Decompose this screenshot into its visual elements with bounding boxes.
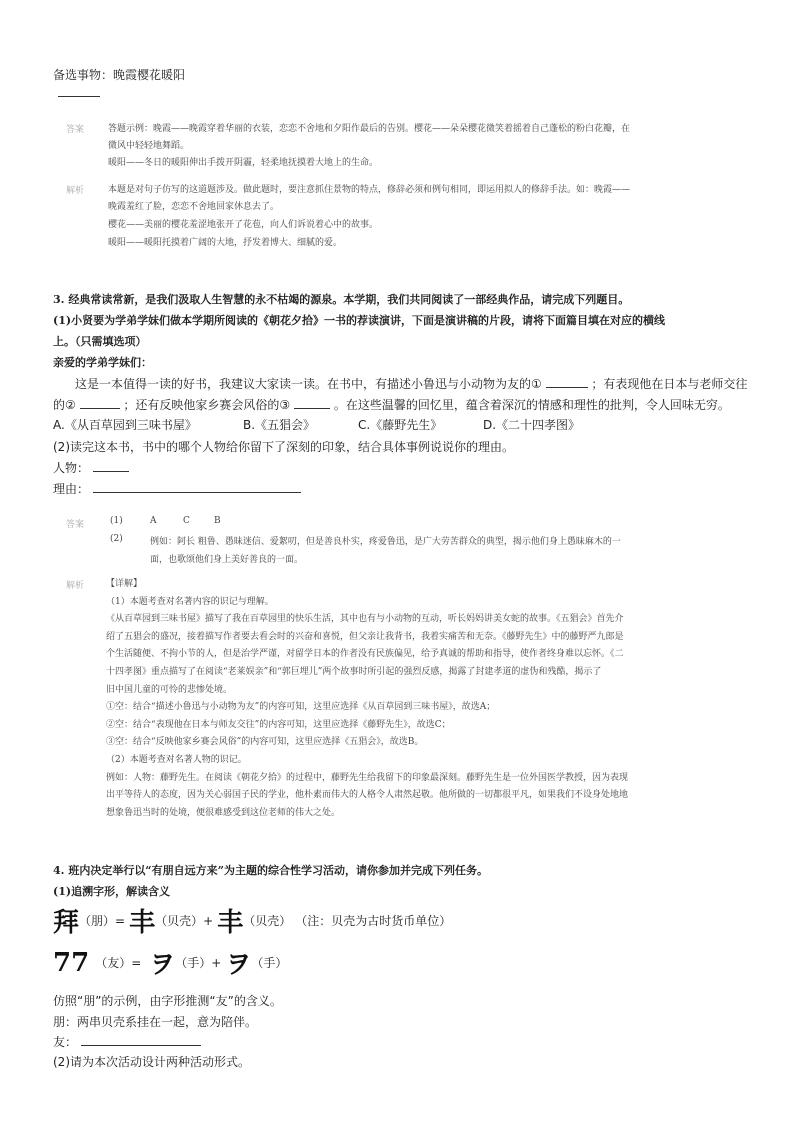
question-4-sub2: (2)请为本次活动设计两种活动形式。 — [53, 1055, 250, 1069]
option-a: A.《从百草园到三味书屋》 — [53, 418, 197, 432]
shell-glyph: 丰 — [217, 908, 244, 938]
shell-glyph: 丰 — [129, 908, 156, 938]
answer-line: 微风中轻轻地舞蹈。 — [108, 141, 190, 151]
hand-label: （手） — [251, 956, 288, 970]
blank-3[interactable] — [294, 396, 330, 409]
you-meaning-row — [53, 1033, 201, 1050]
greeting: 亲爱的学弟学妹们： — [53, 356, 152, 369]
analysis-line: 暖阳——暖阳托摸着广阔的大地，抒发着博大、细腻的爱。 — [108, 238, 343, 248]
you-meaning-label: 友： — [53, 1035, 78, 1049]
shell-label: （贝壳） — [243, 914, 292, 928]
you-label: （友） — [95, 956, 132, 970]
answer-line: 答题示例：晚霞——晚霞穿着华丽的衣装，恋恋不舍地和夕阳作最后的告别。樱花——朵朵樱花微笑着摇着自己蓬松的粉白花瓣，在 — [108, 124, 631, 134]
blank-2[interactable] — [80, 396, 120, 409]
analysis-line: ③空：结合“反映他家乡赛会风俗”的内容可知，这里应选择《五猖会》，故选B。 — [106, 737, 424, 748]
analysis-line: （1）本题考查对名著内容的识记与理解。 — [106, 596, 274, 607]
analysis-line: 十四孝图》重点描写了在阅读“老莱娱亲”和“郭巨埋儿”两个故事时所引起的强烈反感，揭露了封建孝道的虚伪和残酷，揭示了 — [106, 666, 602, 677]
analysis-line: 《从百草园到三味书屋》描写了我在百草园里的快乐生活，其中也有与小动物的互动，听长妈妈讲美女蛇的故事。《五猖会》首先介 — [106, 614, 624, 625]
speech-text: 的② — [53, 398, 76, 412]
analysis-line: 个生活随便、不拘小节的人，但是治学严谨，对留学日本的作者没有民族偏见，给予真诚的帮助和指导，使作者终身难以忘怀。《二 — [106, 649, 624, 660]
analysis-tag: 解析 — [66, 186, 85, 196]
analysis-line: 例如：人物：藤野先生。在阅读《朝花夕拾》的过程中，藤野先生给我留下的印象最深刻。藤野先生是一位外国医学教授，因为表现 — [106, 772, 629, 783]
analysis-line: 本题是对句子仿写的这道题涉及。做此题时，要注意抓住景物的特点，修辞必须和例句相同，即运用拟人的修辞手法。如：晚霞—— — [108, 185, 631, 195]
hand-label: （手） — [175, 956, 212, 970]
blank-line — [58, 96, 100, 97]
shell-note: （注：贝壳为古时货币单位） — [295, 914, 452, 928]
shell-label: （贝壳） — [155, 914, 204, 928]
analysis-line: 想象鲁迅当时的处境，便很难感受到这位老师的伟大之处。 — [106, 807, 341, 818]
equals-sign: = — [115, 913, 126, 928]
hand-glyph: ヲ — [225, 950, 252, 980]
reason-blank[interactable] — [93, 480, 301, 493]
equals-sign: = — [131, 955, 142, 970]
option-d: D.《二十四孝图》 — [483, 418, 581, 432]
analysis-line: 旧中国儿童的可怜的悲惨处境。 — [106, 684, 233, 695]
analysis-line: ②空：结合“表现他在日本与师友交往”的内容可知，这里应选择《藤野先生》，故选C； — [106, 719, 451, 730]
speech-text: 。在这些温馨的回忆里，蕴含着深沉的情感和理性的批判，令人回味无穷。 — [333, 398, 730, 412]
analysis-line: 【详解】 — [106, 579, 143, 589]
reason-label: 理由： — [53, 482, 90, 496]
question-3-sub1: (1)小贤要为学弟学妹们做本学期所阅读的《朝花夕拾》一书的荐读演讲，下面是演讲稿的片段，请将下面篇目填在对应的横线 — [53, 314, 666, 327]
speech-text: 这是一本值得一读的好书，我建议大家读一读。在书中，有描述小鲁迅与小动物为友的① — [75, 377, 542, 391]
answer-2-num: (2) — [110, 534, 123, 544]
analysis-body — [106, 576, 628, 822]
answer-tag: 答案 — [66, 125, 85, 135]
you-row — [53, 944, 287, 981]
answer-2-line: 面，也歌颂他们身上美好善良的一面。 — [150, 555, 304, 565]
question-3-sub1-cont: 上。（只需填选项） — [53, 335, 147, 348]
person-blank[interactable] — [93, 459, 129, 472]
analysis-tag: 解析 — [66, 581, 85, 591]
answer-tag: 答案 — [66, 520, 85, 530]
answer-2-line: 例如：阿长 粗鲁、愚昧迷信、爱絮叨，但是善良朴实，疼爱鲁迅，是广大劳苦群众的典型，揭示他们身上愚昧麻木的一 — [150, 537, 621, 547]
person-row — [53, 459, 129, 476]
analysis-line: 晚霞羞红了脸，恋恋不舍地回家休息去了。 — [108, 202, 280, 212]
you-meaning-blank[interactable] — [81, 1033, 201, 1046]
peng-row — [53, 902, 451, 939]
reason-row — [53, 480, 301, 497]
speech-line-2 — [53, 396, 730, 413]
blank-1[interactable] — [546, 375, 588, 388]
hand-glyph: ヲ — [149, 950, 176, 980]
speech-line-1 — [75, 375, 747, 392]
answer-line: 暖阳——冬日的暖阳伸出手拨开阴霾，轻柔地抚摸着大地上的生命。 — [108, 158, 379, 168]
analysis-line: 绍了五猖会的盛况，接着描写作者要去看会时的兴奋和喜悦，但父亲让我背书，我着实痛苦和无奈。《藤野先生》中的藤野严九郎是 — [106, 631, 624, 642]
peng-label: （朋） — [79, 914, 116, 928]
analysis-line: ①空：结合“描述小鲁迅与小动物为友”的内容可知，这里应选择《从百草园到三味书屋》，故选A； — [106, 702, 496, 713]
answer-1-opt: C — [183, 516, 190, 526]
option-c: C.《藤野先生》 — [358, 418, 443, 432]
question-4-sub1: (1)追溯字形，解读含义 — [53, 885, 171, 898]
question-3-title: 3. 经典常读常新，是我们汲取人生智慧的永不枯竭的源泉。本学期，我们共同阅读了一部经典作品，请完成下列题目。 — [53, 293, 630, 306]
peng-glyph: 拜 — [53, 908, 80, 938]
analysis-line: 樱花——美丽的樱花羞涩地张开了花苞，向人们诉说着心中的故事。 — [108, 220, 379, 230]
answer-1-opt: A — [150, 516, 157, 526]
plus-sign: + — [211, 955, 222, 970]
candidates-line: 备选事物：晚霞樱花暖阳 — [53, 68, 186, 82]
question-3-sub2: (2)读完这本书，书中的哪个人物给你留下了深刻的印象，结合具体事例说说你的理由。 — [53, 440, 515, 454]
analysis-line: （2）本题考查对名著人物的识记。 — [106, 754, 247, 765]
answer-1-num: (1) — [110, 516, 123, 526]
option-b: B.《五猖会》 — [243, 418, 316, 432]
you-glyph: 77 — [53, 947, 90, 978]
speech-text: ；有表现他在日本与老师交往 — [591, 377, 748, 391]
speech-text: ；还有反映他家乡赛会风俗的③ — [123, 398, 291, 412]
instruction: 仿照“朋”的示例，由字形推测“友”的含义。 — [53, 994, 282, 1008]
person-label: 人物： — [53, 461, 90, 475]
answer-1-opt: B — [214, 516, 221, 526]
question-4-title: 4. 班内决定举行以“有朋自远方来”为主题的综合性学习活动，请你参加并完成下列任务。 — [53, 864, 488, 877]
analysis-line: 出平等待人的态度，因为关心弱国子民的学业，他朴素而伟大的人格令人肃然起敬。他所做的一切都很平凡，如果我们不设身处地地 — [106, 790, 629, 801]
peng-meaning: 朋：两串贝壳系挂在一起，意为陪伴。 — [53, 1015, 258, 1029]
plus-sign: + — [203, 913, 214, 928]
